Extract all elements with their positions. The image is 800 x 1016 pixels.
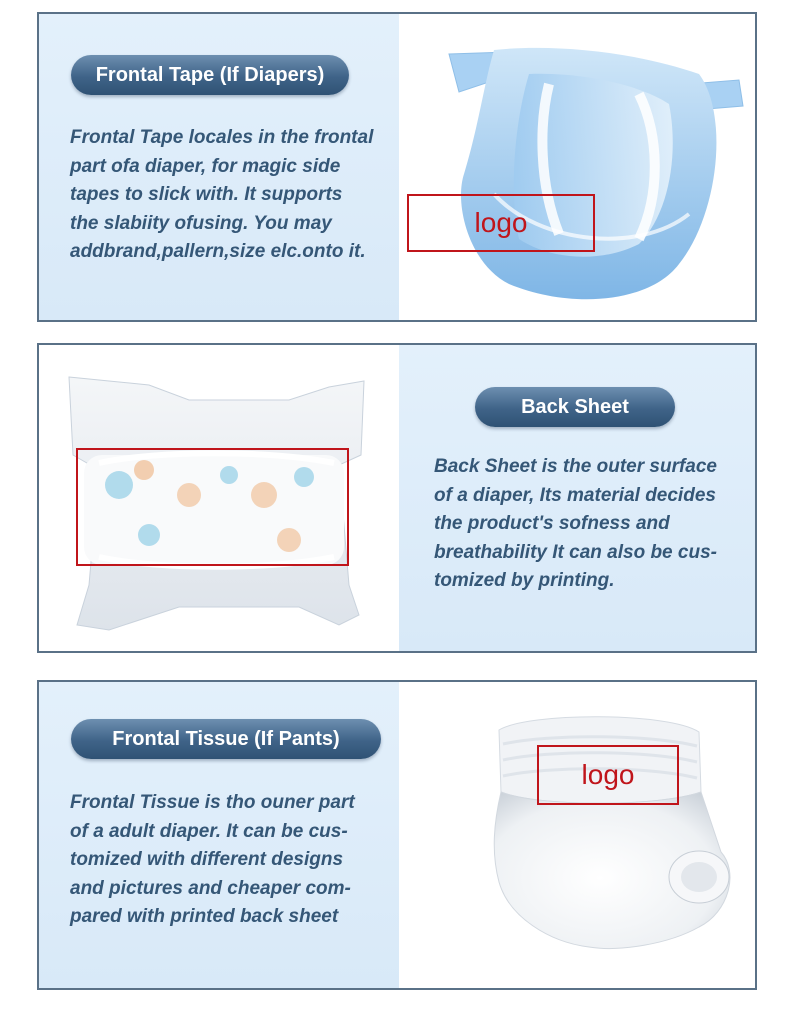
description-line: part ofa diaper, for magic side — [70, 155, 341, 177]
frontal-tissue-panel — [37, 680, 757, 990]
frontal-tissue-logo-box: logo — [537, 745, 679, 805]
back-sheet-panel — [37, 343, 757, 653]
description-line: breathability It can also be cus- — [434, 541, 717, 563]
frontal-tissue-title: Frontal Tissue (If Pants) — [71, 719, 381, 759]
frontal-tissue-image-area — [399, 682, 757, 988]
frontal-tape-text-area — [39, 14, 399, 320]
frontal-tissue-description — [70, 789, 355, 932]
back-sheet-title: Back Sheet — [475, 387, 675, 427]
frontal-tape-title: Frontal Tape (If Diapers) — [71, 55, 349, 95]
description-line: of a adult diaper. It can be cus- — [70, 820, 348, 842]
description-line: of a diaper, Its material decides — [434, 484, 716, 506]
frontal-tape-logo-box: logo — [407, 194, 595, 252]
description-line: Frontal Tissue is tho ouner part — [70, 792, 355, 813]
description-line: addbrand,pallern,size elc.onto it. — [70, 241, 366, 262]
frontal-tissue-text-area — [39, 682, 399, 988]
blue-diaper-image — [399, 14, 757, 320]
frontal-tape-panel — [37, 12, 757, 322]
description-line: the slabiity ofusing. You may — [70, 212, 332, 234]
back-sheet-image-area — [39, 345, 399, 651]
pull-up-pants-image — [399, 682, 757, 988]
description-line: tomized by printing. — [434, 570, 615, 591]
back-sheet-text-area — [399, 345, 757, 651]
description-line: pared with printed back sheet — [70, 906, 339, 927]
description-line: and pictures and cheaper com- — [70, 877, 351, 899]
back-sheet-description — [434, 453, 717, 596]
frontal-tape-image-area — [399, 14, 757, 320]
description-line: tapes to slick with. It supports — [70, 184, 343, 205]
description-line: Back Sheet is the outer surface — [434, 456, 717, 477]
description-line: tomized with different designs — [70, 849, 344, 870]
description-line: Frontal Tape locales in the frontal — [70, 127, 374, 148]
back-sheet-logo-box — [76, 448, 349, 566]
description-line: the product's sofness and — [434, 513, 670, 534]
frontal-tape-description — [70, 124, 373, 267]
